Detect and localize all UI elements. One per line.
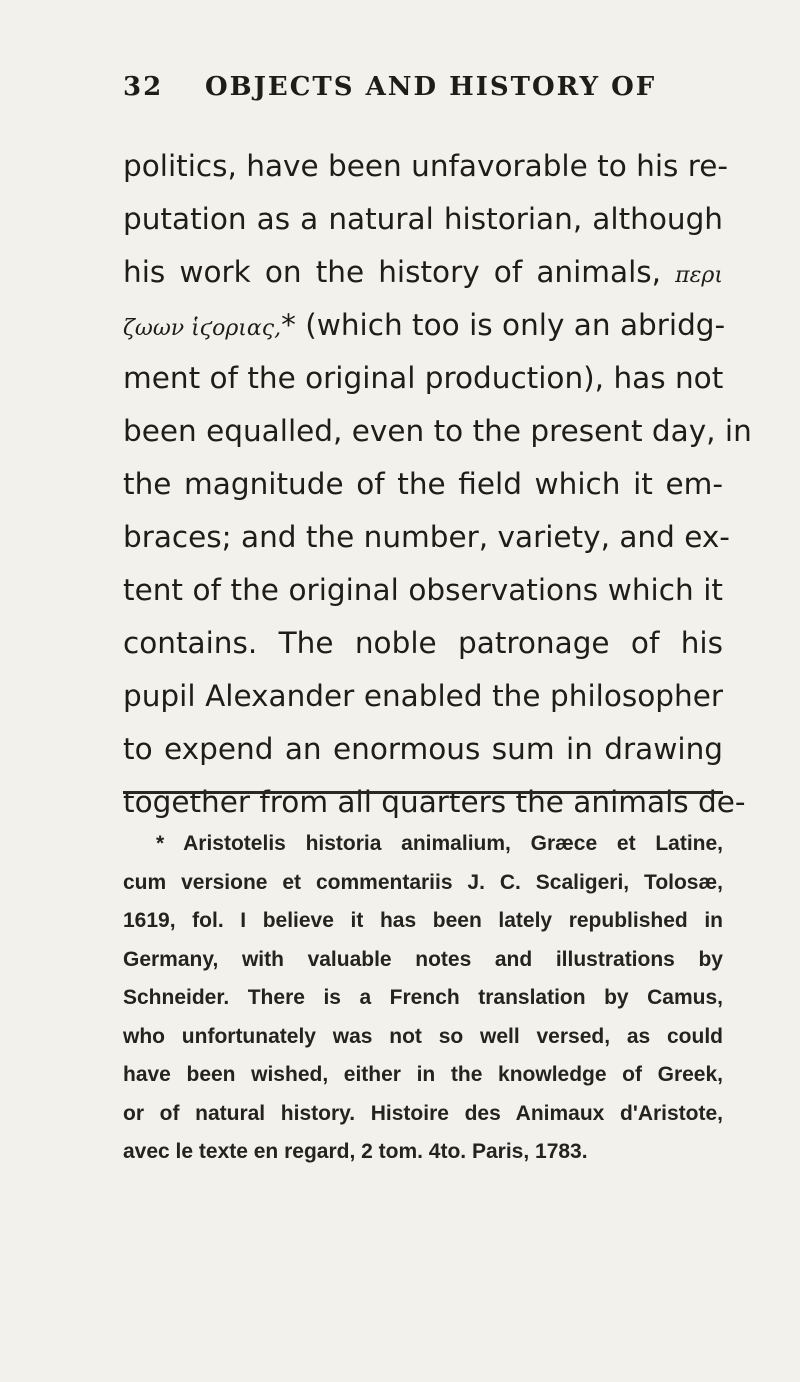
footnote-line: or of natural history. Histoire des Animaux d'Aristote,: [123, 1101, 723, 1125]
footnote: [123, 825, 723, 1172]
greek-text: περι: [675, 263, 723, 288]
footnote-line: cum versione et commentariis J. C. Scaligeri, Tolosæ,: [123, 870, 723, 894]
footnote-line: avec le texte en regard, 2 tom. 4to. Paris, 1783.: [123, 1140, 588, 1163]
body-line: to expend an enormous sum in drawing: [123, 732, 723, 766]
body-line: contains. The noble patronage of his: [123, 626, 723, 660]
body-line: politics, have been unfavorable to his re-: [123, 149, 729, 183]
running-title: OBJECTS AND HISTORY OF: [205, 72, 657, 102]
body-paragraph: [123, 140, 752, 829]
footnote-rule: [123, 791, 723, 794]
body-line: putation as a natural historian, although: [123, 202, 723, 236]
footnote-line: * Aristotelis historia animalium, Græce et Latine,: [156, 832, 723, 855]
page-number: 32: [123, 72, 164, 102]
body-line: ment of the original production), has not: [123, 361, 724, 395]
body-line: [123, 246, 723, 299]
greek-text: ζωων ἱϛοριας,: [123, 316, 282, 341]
body-line: [123, 299, 726, 352]
body-line: tent of the original observations which it: [123, 573, 723, 607]
footnote-line: Germany, with valuable notes and illustrations by: [123, 947, 723, 971]
body-line: the magnitude of the field which it em-: [123, 467, 723, 501]
footnote-line: 1619, fol. I believe it has been lately republished in: [123, 909, 723, 932]
body-line: pupil Alexander enabled the philosopher: [123, 679, 723, 713]
running-head: [123, 72, 723, 112]
body-line: together from all quarters the animals de-: [123, 785, 746, 819]
body-text-fragment: his work on the history of animals,: [123, 255, 662, 289]
body-line: been equalled, even to the present day, in: [123, 414, 752, 448]
body-text-fragment: * (which too is only an abridg-: [281, 308, 726, 342]
footnote-line: Schneider. There is a French translation by Camus,: [123, 986, 723, 1009]
footnote-line: who unfortunately was not so well versed, as could: [123, 1024, 723, 1048]
footnote-line: have been wished, either in the knowledge of Greek,: [123, 1063, 723, 1086]
body-line: braces; and the number, variety, and ex-: [123, 520, 730, 554]
